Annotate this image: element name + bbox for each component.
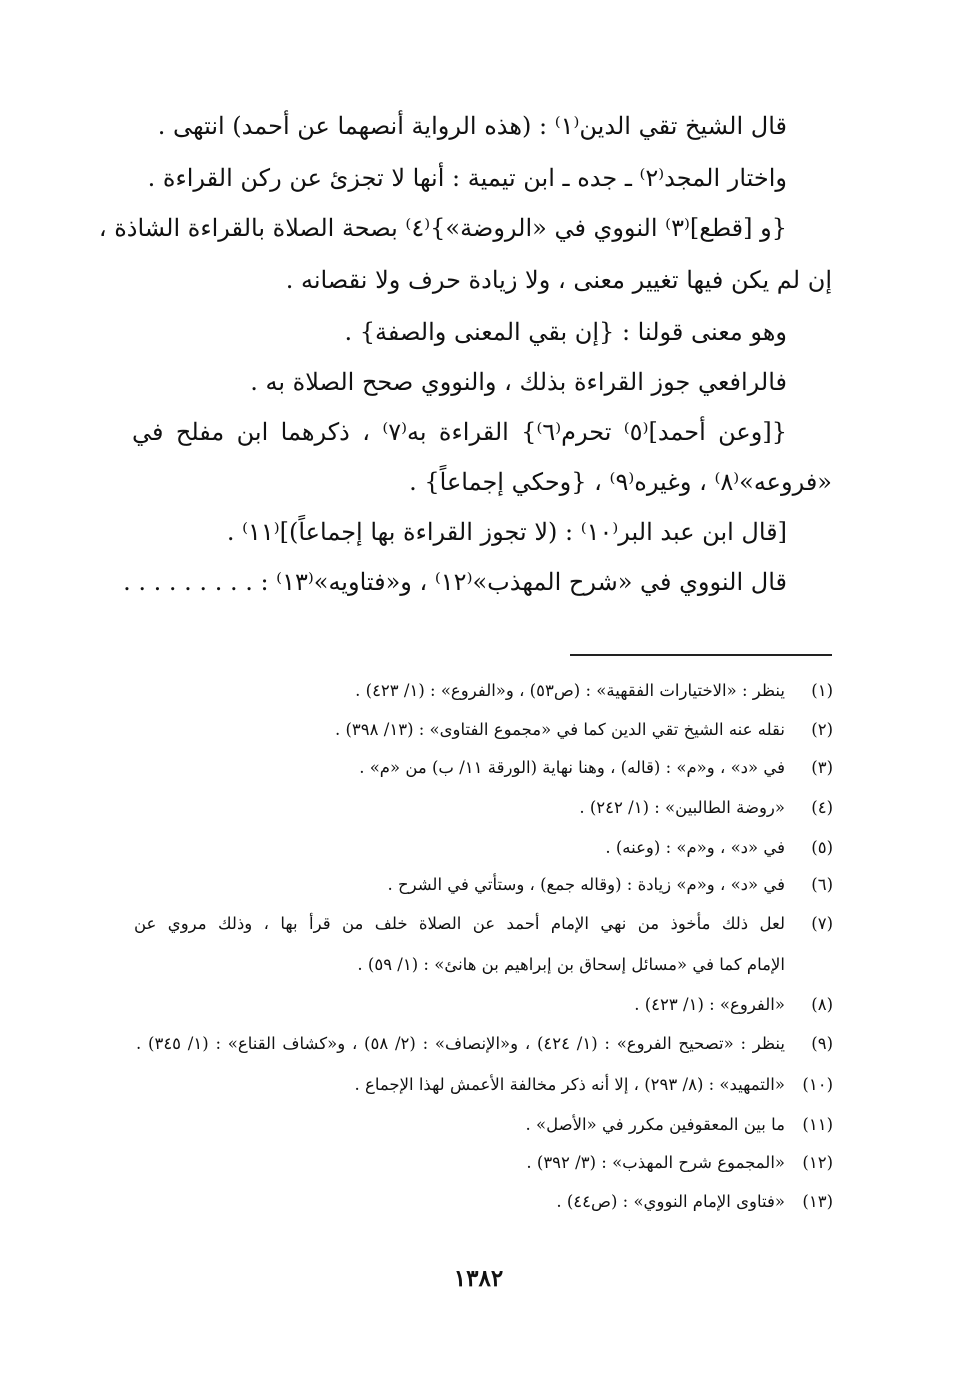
body-line: فالرافعي جوز القراءة بذلك ، والنووي صحح الصلاة به . xyxy=(250,368,787,396)
footnote-text: «الفروع» : (١/ ٤٢٣) . xyxy=(634,995,785,1014)
footnote-text: في «د» ، و«م» : (وعنه) . xyxy=(605,838,785,857)
body-line: [قال ابن عبد البر⁽١٠⁾ : (لا تجوز القراءة بها إجماعاً)]⁽١١⁾ . xyxy=(226,518,787,546)
footnote-text: في «د» ، و«م» زيادة : (وقاله جمع) ، وستأتي في الشرح . xyxy=(387,875,785,894)
body-line: «فروعه»⁽٨⁾ ، وغيره⁽٩⁾ ، {وحكي إجماعاً} . xyxy=(409,468,832,496)
footnote-text: «التمهيد» : (٨/ ٢٩٣) ، إلا أنه ذكر مخالفة الأعمش لهذا الإجماع . xyxy=(354,1075,785,1094)
footnote-text: ما بين المعقوفين مكرر في «الأصل» . xyxy=(525,1115,785,1134)
footnote-number: (١١) xyxy=(802,1115,833,1134)
footnote-text: لعل ذلك مأخوذ من نهي الإمام أحمد عن الصلاة خلف من قرأ بها ، وذلك مروي عن xyxy=(134,914,785,933)
footnote-text: ينظر : «تصحيح الفروع» : (١/ ٤٢٤) ، و«الإنصاف» : (٢/ ٥٨) ، و«كشاف القناع» : (١/ ٣٤٥) . xyxy=(136,1034,785,1053)
footnote-number: (٨) xyxy=(811,995,833,1014)
footnote-number: (٩) xyxy=(811,1034,833,1053)
footnote-text: الإمام كما في «مسائل إسحاق بن إبراهيم بن هانئ» : (١/ ٥٩) . xyxy=(357,955,785,974)
body-line: واختار المجد⁽٢⁾ ـ جده ـ ابن تيمية : أنها لا تجزئ عن ركن القراءة . xyxy=(147,164,787,192)
body-line: قال النووي في «شرح المهذب»⁽١٢⁾ ، و«فتاويه»⁽١٣⁾ : . . . . . . . . . xyxy=(123,568,787,596)
footnote-text: «المجموع شرح المهذب» : (٣/ ٣٩٢) . xyxy=(526,1153,785,1172)
footnote-number: (١٢) xyxy=(802,1153,833,1172)
body-line: وهو معنى قولنا : {إن بقي المعنى والصفة} . xyxy=(344,318,787,346)
footnote-number: (١) xyxy=(811,681,833,700)
body-line: إن لم يكن فيها تغيير معنى ، ولا زيادة حرف ولا نقصانه . xyxy=(285,266,832,294)
footnote-text: في «د» ، و«م» : (قاله) ، وهنا نهاية (الورقة ١١/ ب) من «م» . xyxy=(359,758,785,777)
body-line: {و [قطع]⁽٣⁾ النووي في «الروضة»}⁽٤⁾ بصحة الصلاة بالقراءة الشاذة ، xyxy=(98,214,787,242)
footnote-number: (٢) xyxy=(811,720,833,739)
footnote-number: (٣) xyxy=(811,758,833,777)
footnote-number: (٧) xyxy=(811,914,833,933)
footnote-number: (٤) xyxy=(811,798,833,817)
footnote-text: ينظر : «الاختيارات الفقهية» : (ص٥٣) ، و«الفروع» : (١/ ٤٢٣) . xyxy=(355,681,785,700)
footnote-number: (١٣) xyxy=(802,1192,833,1211)
body-line: قال الشيخ تقي الدين⁽١⁾ : (هذه الرواية أنصهما عن أحمد) انتهى . xyxy=(157,112,787,140)
body-line: {[وعن أحمد]⁽٥⁾ تحرم⁽٦⁾} القراءة به⁽٧⁾ ، ذكرهما ابن مفلح في xyxy=(132,418,787,446)
footnote-number: (٥) xyxy=(811,838,833,857)
footnote-text: «روضة الطالبين» : (١/ ٢٤٢) . xyxy=(579,798,785,817)
footnote-number: (١٠) xyxy=(802,1075,833,1094)
footnote-text: نقله عنه الشيخ تقي الدين كما في «مجموع الفتاوى» : (١٣/ ٣٩٨) . xyxy=(334,720,785,739)
footnote-number: (٦) xyxy=(811,875,833,894)
footnote-text: «فتاوى الإمام النووي» : (ص٤٤) . xyxy=(556,1192,785,1211)
page-number: ١٣٨٢ xyxy=(453,1265,504,1292)
